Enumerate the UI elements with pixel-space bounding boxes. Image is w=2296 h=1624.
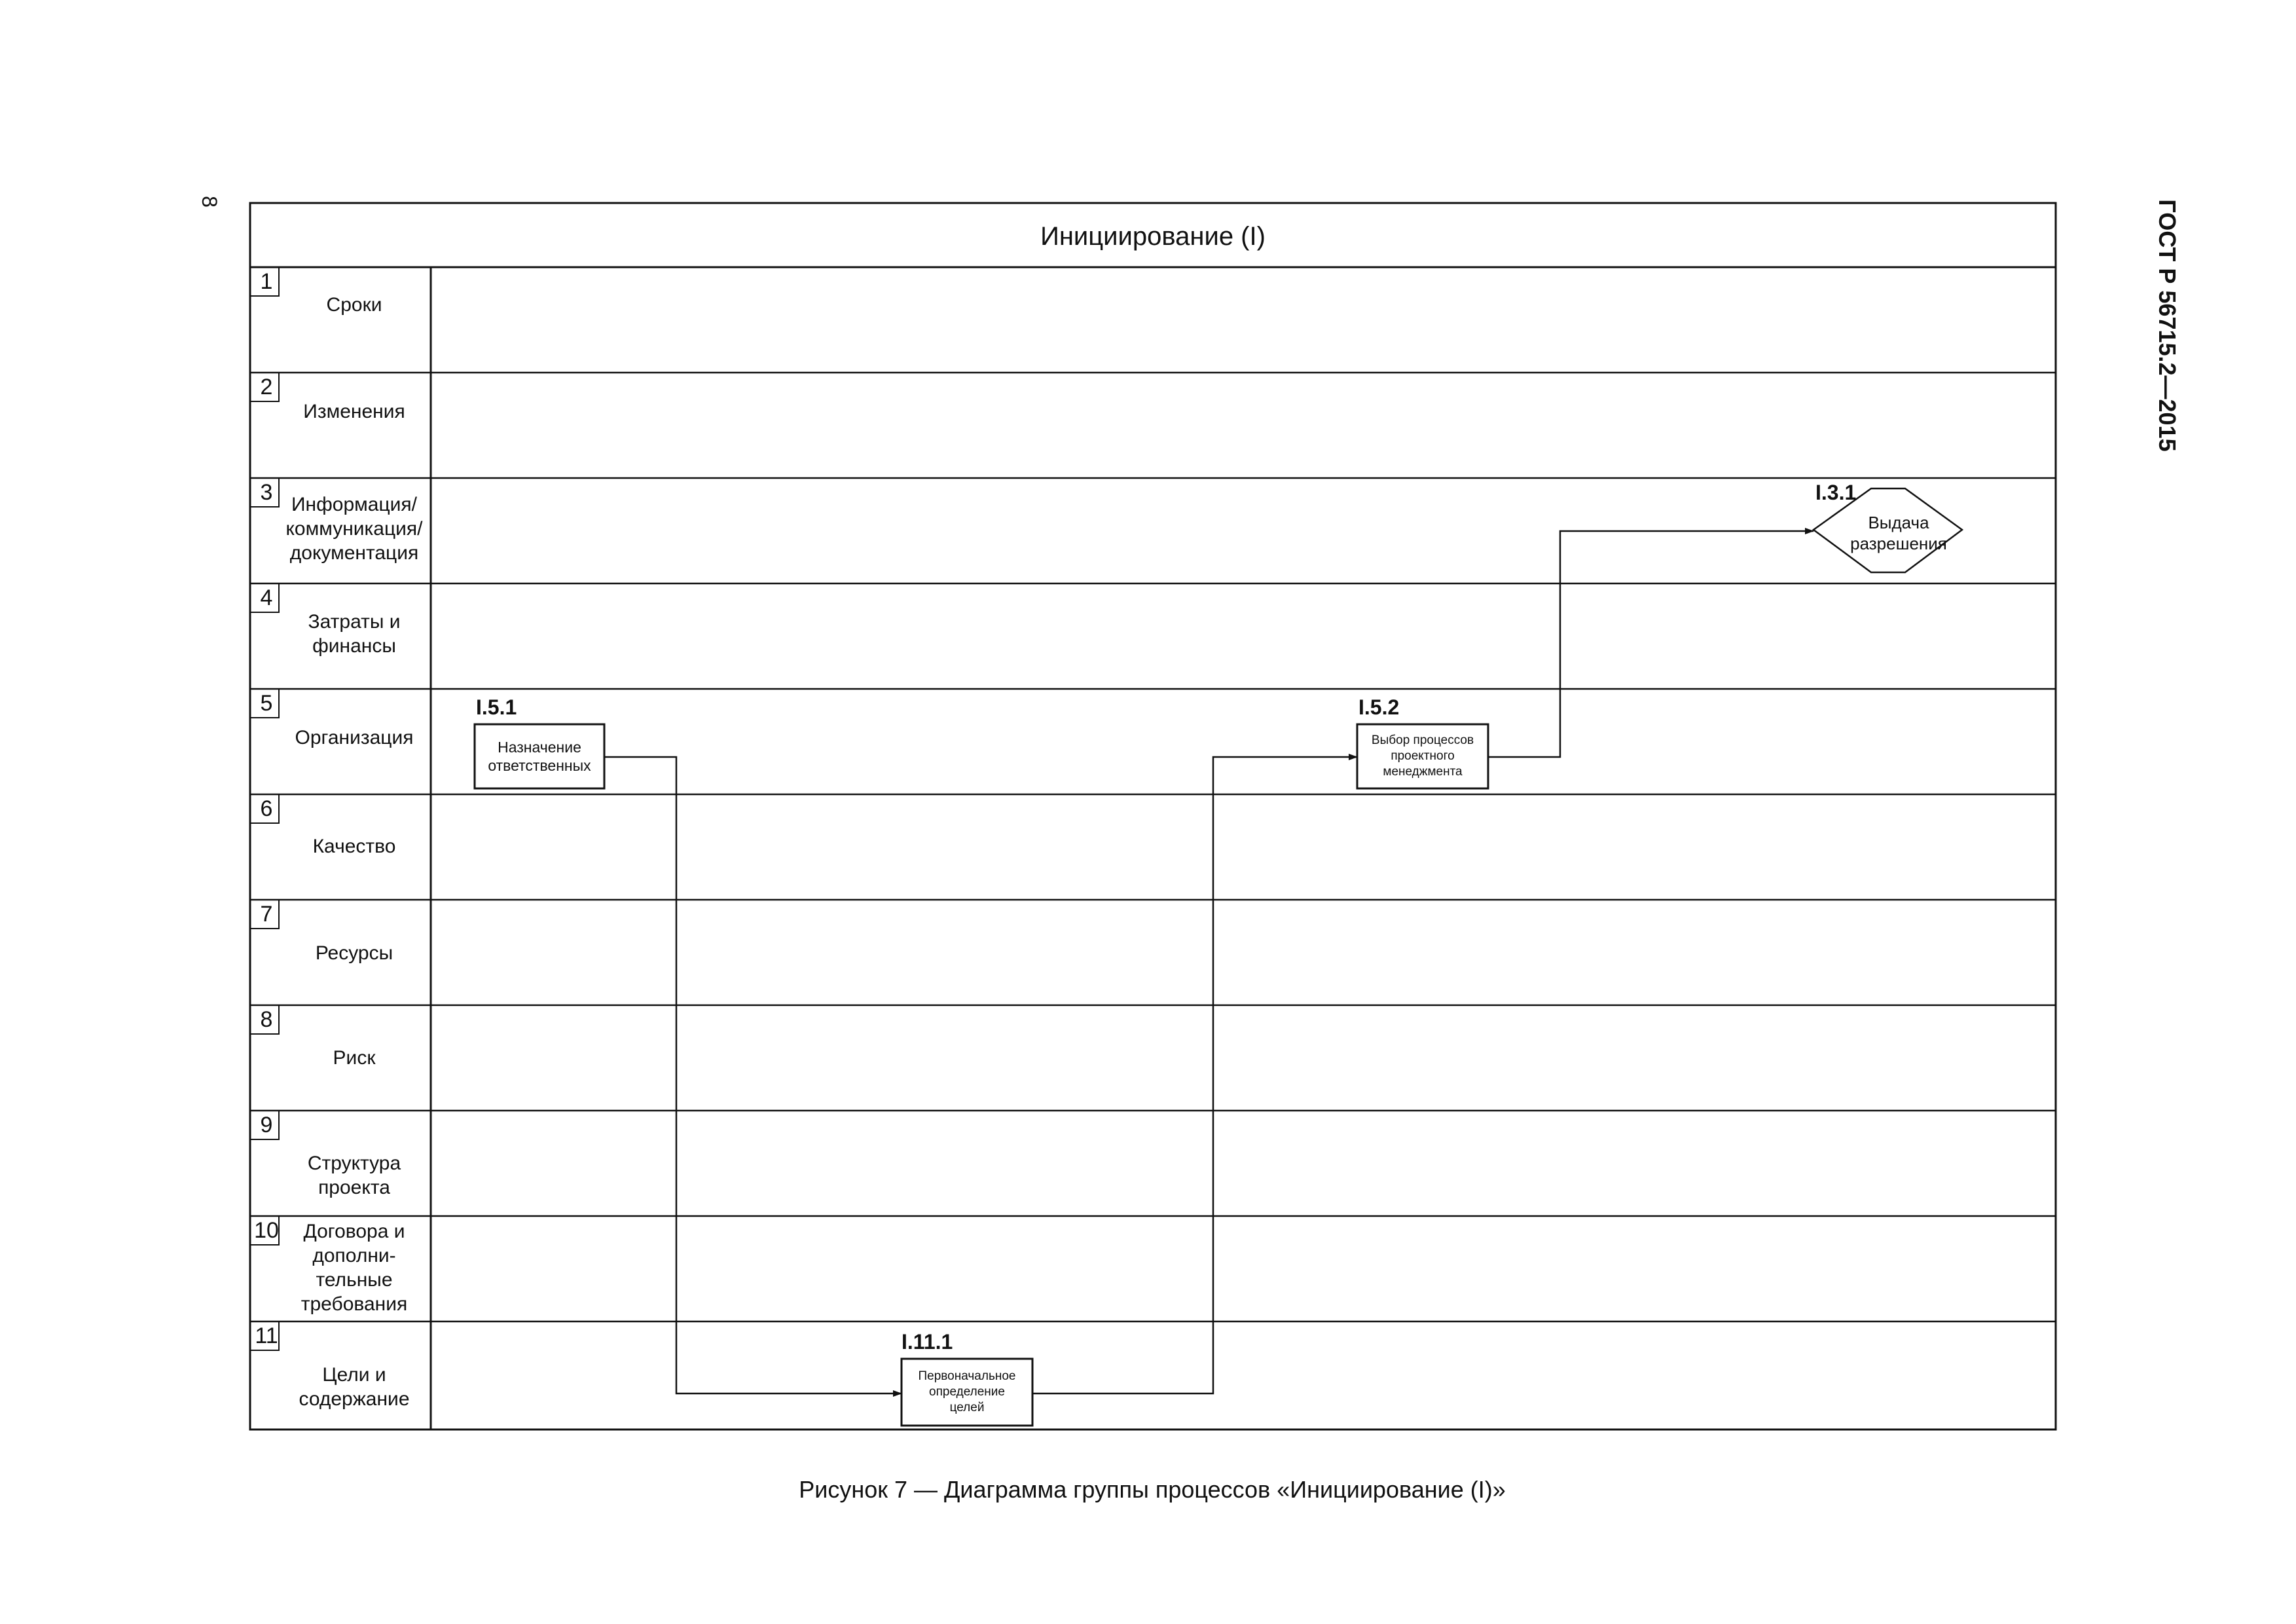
lane-label-line: документация: [289, 542, 419, 564]
decision-code-I-3-1: I.3.1: [1815, 481, 1857, 504]
process-label-line: менеджмента: [1383, 765, 1463, 779]
lane-label-line: Затраты и: [308, 610, 401, 633]
lane-label-line: Договора и: [303, 1221, 405, 1242]
process-label-line: целей: [949, 1401, 985, 1414]
process-label-line: определение: [929, 1385, 1005, 1399]
lane-number: 3: [260, 480, 273, 505]
lane-number: 8: [260, 1007, 273, 1032]
process-label-line: проектного: [1391, 749, 1455, 763]
lane-separators: [250, 373, 2056, 1321]
lane-label-line: Структура: [307, 1153, 401, 1174]
process-label-line: Выбор процессов: [1371, 733, 1474, 747]
lane-number: 10: [254, 1218, 279, 1243]
lane-label-information: [279, 486, 429, 571]
lane-label-contracts: [279, 1219, 429, 1319]
lane-label-line: Организация: [295, 727, 414, 748]
lane-label-line: Сроки: [326, 293, 382, 316]
lane-label-project-structure: [279, 1139, 429, 1211]
lane-label-line: коммуникация/: [285, 517, 423, 540]
figure-caption: Рисунок 7 — Диаграмма группы процессов «Инициирование (I)»: [799, 1476, 1506, 1503]
lane-label-line: Ресурсы: [315, 942, 393, 964]
lane-number: 11: [255, 1323, 278, 1348]
flow-I-5-2-to-I-3-1: [1488, 531, 1813, 757]
lane-label-line: дополни-: [312, 1245, 396, 1266]
lane-label-line: Цели и: [322, 1363, 386, 1386]
lane-label-line: Информация/: [291, 493, 417, 515]
process-label-I-5-1: [477, 726, 602, 786]
lane-label-line: Риск: [333, 1046, 376, 1069]
decision-label-line: Выдача: [1868, 513, 1929, 532]
lane-label-changes: [279, 374, 429, 449]
process-code-I-5-1: I.5.1: [476, 695, 517, 719]
diagram-title: Инициирование (I): [1040, 222, 1266, 251]
diagram-frame: [250, 203, 2056, 1430]
lane-label-goals: [279, 1349, 429, 1424]
lane-number: 1: [260, 269, 273, 294]
lane-label-line: финансы: [312, 635, 396, 657]
lane-label-costs: [279, 596, 429, 671]
process-label-I-5-2: [1359, 726, 1486, 786]
process-code-I-11-1: I.11.1: [902, 1330, 953, 1354]
decision-label-I-3-1: [1827, 509, 1971, 557]
lane-label-line: Качество: [312, 836, 396, 857]
lane-label-terms: [279, 268, 429, 341]
lane-number: 9: [260, 1113, 273, 1137]
process-label-line: ответственных: [488, 757, 591, 774]
process-code-I-5-2: I.5.2: [1358, 695, 1400, 719]
lane-label-line: тельные: [316, 1269, 393, 1291]
lane-label-line: проекта: [318, 1177, 390, 1198]
lane-number: 6: [260, 796, 273, 821]
flow-I-11-1-to-I-5-2: [1032, 757, 1357, 1393]
process-label-line: Назначение: [498, 739, 581, 756]
lane-label-risk: [279, 1022, 429, 1094]
decision-label-line: разрешения: [1850, 534, 1947, 553]
lane-label-line: Изменения: [303, 401, 405, 422]
page-number: 8: [198, 196, 221, 208]
lane-label-line: требования: [301, 1293, 408, 1315]
process-label-I-11-1: [903, 1361, 1030, 1424]
lane-number: 5: [260, 691, 273, 716]
lane-label-resources: [279, 917, 429, 989]
lane-label-quality: [279, 812, 429, 881]
lane-label-line: содержание: [299, 1388, 410, 1410]
flow-I-5-1-to-I-11-1: [604, 757, 902, 1393]
document-code: ГОСТ Р 56715.2—2015: [2154, 199, 2181, 452]
lane-number: 4: [260, 585, 273, 610]
lane-label-organization: [279, 690, 429, 785]
lane-number: 2: [260, 375, 273, 399]
lane-number: 7: [260, 902, 273, 927]
process-label-line: Первоначальное: [918, 1369, 1016, 1383]
